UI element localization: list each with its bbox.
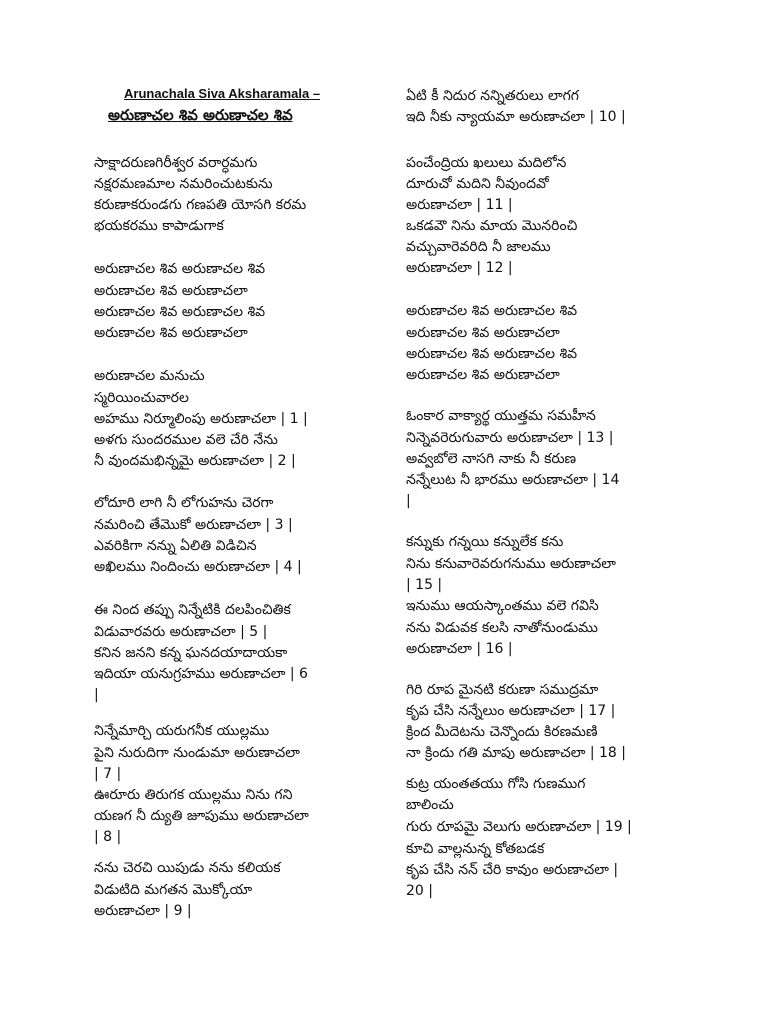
right-line: నిన్నెవరెరుగువారు అరుణాచలా | 13 | bbox=[406, 430, 614, 446]
left-line: నీ వుందమభిన్నమై అరుణాచలా | 2 | bbox=[94, 453, 296, 469]
right-line: నా క్రిందు గతి మాపు అరుణాచలా | 18 | bbox=[406, 745, 626, 761]
left-line: నిన్నేమార్చి యరుగనీక యుల్లము bbox=[94, 723, 270, 739]
right-line: కుట్ర యంతతయు గోసి గుణముగ bbox=[406, 776, 586, 792]
left-line: | bbox=[94, 687, 99, 703]
left-line: | 7 | bbox=[94, 766, 122, 782]
left-line: అళగు సుందరముల వలె చేరి నేను bbox=[94, 432, 278, 448]
document-title-telugu: అరుణాచల శివ అరుణాచల శివ bbox=[108, 106, 293, 124]
right-line: ఇనుము ఆయస్కాంతము వలె గవిసి bbox=[406, 598, 599, 614]
right-line: అరుణాచల శివ అరుణాచల శివ bbox=[406, 303, 578, 319]
left-line: ఇదియా యనుగ్రహము అరుణాచలా | 6 bbox=[94, 666, 308, 682]
left-line: అరుణాచలా | 9 | bbox=[94, 903, 192, 919]
left-line: విడువారవరు అరుణాచలా | 5 | bbox=[94, 624, 268, 640]
left-line: అరుణాచల శివ అరుణాచలా bbox=[94, 325, 248, 341]
right-line: నిను కనువారెవరుగనుము అరుణాచలా bbox=[406, 556, 616, 572]
left-line: విడుటిది మగతన మొక్కోయా bbox=[94, 882, 253, 898]
right-line: కూచి వాల్లనున్న కోతబడక bbox=[406, 841, 545, 857]
left-line: అరుణాచల శివ అరుణాచలా bbox=[94, 283, 248, 299]
left-line: కనిన జనని కన్న ఘనదయాదాయకా bbox=[94, 645, 288, 661]
right-line: అరుణాచల శివ అరుణాచలా bbox=[406, 367, 560, 383]
left-line: కరుణాకరుండగు గణపతి యోసగి కరమ bbox=[94, 197, 307, 213]
right-line: కృప చేసి నన్ చేరి కావుం అరుణాచలా | bbox=[406, 862, 619, 878]
left-line: నమరించి తేమొకో అరుణాచలా | 3 | bbox=[94, 517, 293, 533]
right-line: | bbox=[406, 493, 411, 509]
left-line: ఈ నింద తప్పు నిన్నేటికి దలపించితిక bbox=[94, 602, 291, 618]
left-line: అరుణాచల శివ అరుణాచల శివ bbox=[94, 261, 266, 277]
left-line: లోదూరి లాగి నీ లోగుహను చెరగా bbox=[94, 495, 274, 511]
left-line: భయకరము కాపాడుగాక bbox=[94, 218, 224, 234]
right-line: ఏటి కీ నిదుర నన్నితరులు లాగగ bbox=[406, 88, 579, 104]
right-line: గిరి రూప మైనటి కరుణా సముద్రమా bbox=[406, 682, 599, 698]
left-line: ఎవరికిగా నన్ను ఏలితి విడిచిన bbox=[94, 538, 257, 554]
right-line: అరుణాచలా | 11 | bbox=[406, 197, 513, 213]
right-line: అవ్వబోలె నాసగి నాకు నీ కరుణ bbox=[406, 451, 577, 467]
right-line: అరుణాచల శివ అరుణాచల శివ bbox=[406, 346, 578, 362]
right-line: కన్నుకు గన్నయి కన్నులేక కను bbox=[406, 534, 564, 550]
right-line: పంచేంద్రియ ఖలులు మదిలోన bbox=[406, 155, 567, 171]
right-line: కృప చేసి నన్నేలుం అరుణాచలా | 17 | bbox=[406, 703, 616, 719]
right-line: బాలించు bbox=[406, 797, 454, 813]
right-line: ఇది నీకు న్యాయమా అరుణాచలా | 10 | bbox=[406, 109, 626, 125]
left-line: అరుణాచల శివ అరుణాచల శివ bbox=[94, 304, 266, 320]
right-line: ఓంకార వాక్యార్థ యుత్తమ సమహీన bbox=[406, 408, 596, 424]
left-line: | 8 | bbox=[94, 829, 122, 845]
right-line: క్రింద మీదెటను చెన్నొందు కిరణమణి bbox=[406, 724, 598, 740]
right-line: 20 | bbox=[406, 883, 433, 899]
right-line: అరుణాచలా | 16 | bbox=[406, 641, 513, 657]
left-line: నక్షరమణమాల నమరించుటకును bbox=[94, 176, 273, 192]
left-line: అరుణాచల మనుచు bbox=[94, 368, 205, 384]
document-title-english: Arunachala Siva Aksharamala – bbox=[124, 86, 321, 101]
left-line: అహము నిర్మూలింపు అరుణాచలా | 1 | bbox=[94, 411, 308, 427]
right-line: ఒకడవౌ నిను మాయ మొనరించి bbox=[406, 218, 578, 234]
left-line: అఖిలము నిందించు అరుణాచలా | 4 | bbox=[94, 559, 302, 575]
right-line: అరుణాచల శివ అరుణాచలా bbox=[406, 325, 560, 341]
right-line: నన్నేలుట నీ భారము అరుణాచలా | 14 bbox=[406, 472, 620, 488]
right-line: దూరుచో మదిని నీవుందవో bbox=[406, 176, 549, 192]
right-line: | 15 | bbox=[406, 577, 443, 593]
right-line: వచ్చువారెవరిది నీ జాలము bbox=[406, 239, 551, 255]
right-line: నను విడువక కలసి నాతోనుండుము bbox=[406, 620, 598, 636]
right-line: అరుణాచలా | 12 | bbox=[406, 260, 513, 276]
right-line: గురు రూపమై వెలుగు అరుణాచలా | 19 | bbox=[406, 819, 632, 835]
left-line: నను చెరచి యిపుడు నను కలియక bbox=[94, 860, 281, 876]
left-line: పైని నురుదిగా నుండుమా అరుణాచలా bbox=[94, 745, 300, 761]
left-line: ఊరూరు తిరుగక యుల్లము నిను గని bbox=[94, 787, 293, 803]
left-line: సాక్షాదరుణగిరీశ్వర వరార్ధమగు bbox=[94, 155, 258, 171]
left-line: యణగ నీ ద్యుతి జూపుము అరుణాచలా bbox=[94, 808, 309, 824]
left-line: స్మరియించువారల bbox=[94, 390, 189, 406]
